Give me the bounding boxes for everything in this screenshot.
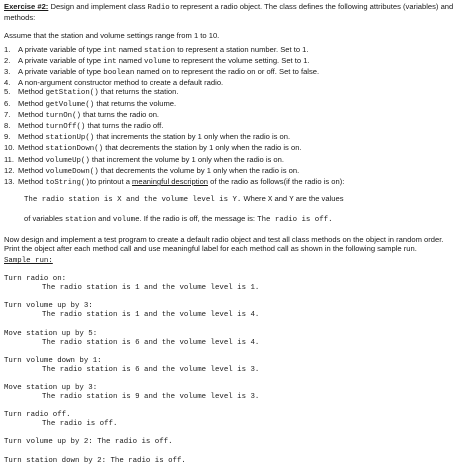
list-item-text: A non-argument constructor method to create a default radio. (18, 78, 224, 88)
list-item-text: to represent a station number. Set to 1. (175, 44, 309, 54)
list-item-text: that increment the volume by 1 only when the radio is on. (89, 154, 284, 164)
list-item-text: Method (18, 165, 46, 175)
list-item-text: that decrements the station by 1 only when the radio is on. (103, 143, 302, 153)
list-item-text: Method (18, 98, 46, 108)
list-item-text: turnOff() (45, 123, 86, 132)
list-item-text: Method (18, 143, 46, 153)
list-item (4, 56, 470, 67)
sample-command: Move station up by 5: (4, 329, 98, 338)
format-text-a: Where (241, 194, 268, 204)
list-item-number: 7. (4, 109, 11, 119)
header-text-a: Design and implement class (48, 2, 148, 11)
list-item-number: 4. (4, 78, 11, 88)
instruction-line-1: Now design and implement a test program to create a default radio object and test all class methods on the object in random order. (4, 234, 444, 244)
list-item-text: of the radio as follows(if the radio is on): (208, 177, 345, 187)
list-item (4, 166, 470, 177)
list-item-text: Method (18, 109, 46, 119)
sample-run (4, 275, 470, 465)
list-item-number: 10. (4, 143, 15, 153)
sample-command: Turn radio off. (4, 411, 71, 420)
list-item (4, 78, 470, 87)
list-item-text: named (116, 55, 145, 65)
list-item-text: station (144, 46, 176, 55)
format2-text-b: and (96, 214, 113, 224)
list-item-text: A private variable of type (18, 55, 104, 65)
sample-output: The radio station is 1 and the volume level is 1. (42, 284, 260, 293)
list-item-text: to printout a (89, 177, 133, 187)
exercise-label: Exercise #2: (4, 2, 49, 11)
sample-command: Turn volume up by 2: The radio is off. (4, 438, 173, 447)
list-item-text: A private variable of type (18, 67, 104, 77)
list-item-text: Method (18, 121, 46, 131)
list-item-number: 12. (4, 165, 15, 175)
list-item-text: meaningful description (132, 177, 209, 187)
list-item (4, 67, 470, 78)
list-item-text: int (103, 57, 117, 66)
list-item-text: getVolume() (45, 100, 95, 109)
list-item-number: 13. (4, 177, 15, 187)
format2-text-c: . If the radio is off, the message is: (139, 214, 258, 224)
list-item (4, 177, 470, 188)
list-item-text: on (161, 69, 171, 78)
document-page (4, 2, 470, 466)
list-item-text: that increments the station by 1 only when the radio is on. (94, 132, 291, 142)
list-item (4, 87, 470, 98)
format-text-c: are the values (293, 194, 344, 204)
sample-command: Turn station down by 2: The radio is off. (4, 456, 186, 465)
list-item (4, 45, 470, 56)
sample-output: The radio station is 1 and the volume level is 4. (42, 311, 260, 320)
requirements-list (4, 45, 470, 189)
list-item-text: stationUp() (45, 134, 95, 143)
list-item-number: 8. (4, 121, 11, 131)
sample-output: The radio station is 9 and the volume level is 3. (42, 393, 260, 401)
sample-command: Turn volume up by 3: (4, 302, 93, 311)
list-item-number: 3. (4, 67, 11, 77)
format-line (4, 194, 470, 205)
format-y: Y (289, 196, 294, 205)
list-item-text: getStation() (45, 89, 99, 98)
format2-off-msg: The radio is off. (257, 216, 333, 225)
sample-run-label: Sample run: (4, 257, 53, 266)
list-item-text: boolean (103, 69, 135, 78)
format-line-2 (4, 214, 470, 225)
format-x: X (267, 196, 273, 205)
exercise-header (4, 2, 470, 22)
list-item-text: A private variable of type (18, 44, 104, 54)
list-item-text: Method (18, 132, 46, 142)
list-item (4, 143, 470, 154)
list-item-text: turnOn() (45, 111, 81, 120)
list-item-text: Method (18, 154, 46, 164)
list-item-number: 1. (4, 44, 11, 54)
list-item-text: named (116, 44, 145, 54)
list-item-text: Method (18, 177, 46, 187)
list-item (4, 99, 470, 110)
assumption-text: Assume that the station and volume settings range from 1 to 10. (4, 31, 220, 41)
list-item (4, 155, 470, 166)
list-item-text: to represent the volume setting. Set to 1. (170, 55, 310, 65)
format-text-b: and (272, 194, 290, 204)
list-item-number: 2. (4, 55, 11, 65)
format2-volume: volume (112, 216, 140, 225)
header-text-b: to represent a radio object. The class defines the following attributes (variables) and methods: (4, 2, 454, 23)
list-item-text: that returns the station. (98, 87, 179, 97)
instruction-line-2: Print the object after each method call and use meaningful label for each method call as shown in the following sample run. (4, 243, 417, 253)
header-class-name: Radio (147, 4, 170, 12)
list-item (4, 110, 470, 121)
list-item-text: volumeDown() (45, 167, 99, 176)
list-item-text: toString() (45, 179, 90, 188)
sample-command: Turn volume down by 1: (4, 356, 102, 365)
sample-command: Move station up by 3: (4, 384, 98, 392)
sample-output: The radio is off. (42, 420, 118, 429)
list-item-number: 11. (4, 154, 14, 164)
list-item-text: that decrements the volume by 1 only when the radio is on. (98, 165, 300, 175)
sample-output: The radio station is 6 and the volume level is 4. (42, 338, 260, 347)
list-item-text: named (134, 67, 162, 77)
list-item-number: 5. (4, 87, 11, 97)
format2-station: station (64, 216, 96, 225)
list-item-text: that returns the volume. (94, 98, 177, 108)
list-item-text: stationDown() (45, 145, 104, 154)
sample-output: The radio station is 6 and the volume level is 3. (42, 365, 260, 374)
list-item-number: 9. (4, 132, 11, 142)
list-item-text: int (103, 46, 117, 55)
list-item-text: volume (144, 57, 171, 66)
list-item (4, 132, 470, 143)
list-item (4, 121, 470, 132)
sample-command: Turn radio on: (4, 275, 67, 284)
list-item-text: that turns the radio on. (80, 109, 160, 119)
format-code: The radio station is X and the volume level is Y. (24, 196, 242, 205)
list-item-text: that turns the radio off. (85, 121, 164, 131)
list-item-text: to represent the radio on or off. Set to false. (170, 67, 320, 77)
format2-text-a: of variables (24, 214, 65, 224)
list-item-text: volumeUp() (45, 156, 90, 165)
list-item-number: 6. (4, 98, 11, 108)
list-item-text: Method (18, 87, 46, 97)
